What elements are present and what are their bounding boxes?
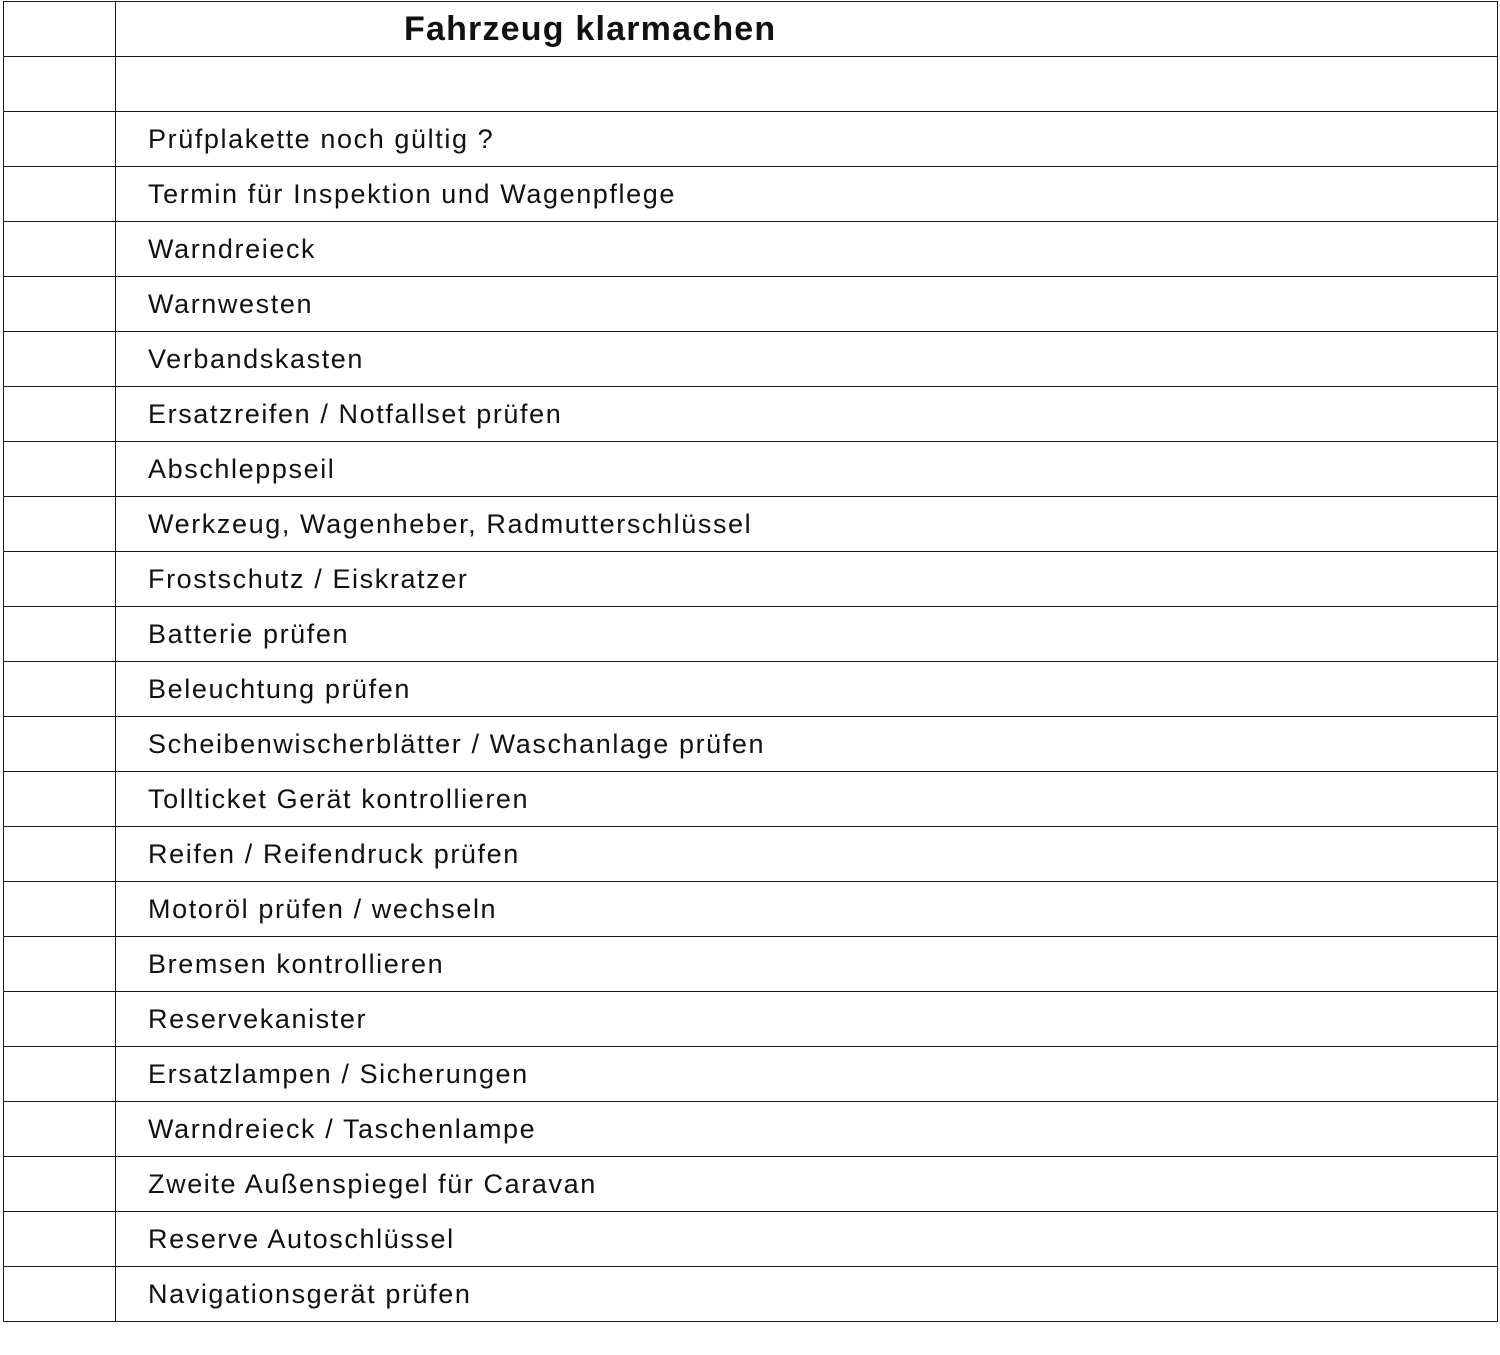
checklist-row [4, 57, 1498, 112]
checklist-row [4, 277, 1498, 332]
checklist-item-label: Warnwesten [116, 277, 1498, 332]
checklist-item-label: Frostschutz / Eiskratzer [116, 552, 1498, 607]
checklist-row [4, 1102, 1498, 1157]
checklist-item-label: Navigationsgerät prüfen [116, 1267, 1498, 1322]
checklist-item-label: Warndreieck / Taschenlampe [116, 1102, 1498, 1157]
checklist-item-label: Beleuchtung prüfen [116, 662, 1498, 717]
checklist-row [4, 1157, 1498, 1212]
checkbox-cell[interactable] [4, 497, 116, 552]
checkbox-cell[interactable] [4, 1212, 116, 1267]
checklist-sheet [3, 1, 1497, 1353]
checklist-item-label: Ersatzlampen / Sicherungen [116, 1047, 1498, 1102]
checklist-title: Fahrzeug klarmachen [116, 2, 1498, 57]
checkbox-cell[interactable] [4, 112, 116, 167]
checklist-row [4, 1047, 1498, 1102]
checklist-item-label: Ersatzreifen / Notfallset prüfen [116, 387, 1498, 442]
checklist-table [3, 1, 1498, 1322]
checkbox-cell[interactable] [4, 662, 116, 717]
checkbox-cell[interactable] [4, 277, 116, 332]
checklist-item-label [116, 57, 1498, 112]
checkbox-cell[interactable] [4, 1047, 116, 1102]
checklist-body [4, 2, 1498, 1322]
checklist-row [4, 552, 1498, 607]
checklist-row [4, 222, 1498, 277]
title-row [4, 2, 1498, 57]
checklist-item-label: Reservekanister [116, 992, 1498, 1047]
checklist-item-label: Termin für Inspektion und Wagenpflege [116, 167, 1498, 222]
checklist-item-label: Reserve Autoschlüssel [116, 1212, 1498, 1267]
checklist-row [4, 332, 1498, 387]
checkbox-cell[interactable] [4, 992, 116, 1047]
checklist-item-label: Motoröl prüfen / wechseln [116, 882, 1498, 937]
checklist-item-label: Abschleppseil [116, 442, 1498, 497]
checkbox-cell[interactable] [4, 827, 116, 882]
checkbox-cell[interactable] [4, 222, 116, 277]
checklist-row [4, 112, 1498, 167]
checkbox-cell[interactable] [4, 332, 116, 387]
checkbox-cell[interactable] [4, 717, 116, 772]
checklist-row [4, 442, 1498, 497]
checkbox-cell[interactable] [4, 772, 116, 827]
checklist-row [4, 717, 1498, 772]
checklist-row [4, 937, 1498, 992]
checkbox-cell[interactable] [4, 1102, 116, 1157]
checklist-item-label: Werkzeug, Wagenheber, Radmutterschlüssel [116, 497, 1498, 552]
checklist-row [4, 387, 1498, 442]
checklist-row [4, 992, 1498, 1047]
checklist-row [4, 607, 1498, 662]
checklist-row [4, 772, 1498, 827]
checklist-row [4, 662, 1498, 717]
checklist-item-label: Bremsen kontrollieren [116, 937, 1498, 992]
checklist-item-label: Warndreieck [116, 222, 1498, 277]
checklist-item-label: Verbandskasten [116, 332, 1498, 387]
checkbox-cell[interactable] [4, 882, 116, 937]
checklist-item-label: Tollticket Gerät kontrollieren [116, 772, 1498, 827]
checklist-item-label: Reifen / Reifendruck prüfen [116, 827, 1498, 882]
checkbox-cell[interactable] [4, 1157, 116, 1212]
checkbox-cell[interactable] [4, 1267, 116, 1322]
checkbox-cell[interactable] [4, 442, 116, 497]
checkbox-cell[interactable] [4, 937, 116, 992]
checklist-item-label: Batterie prüfen [116, 607, 1498, 662]
checkbox-cell[interactable] [4, 552, 116, 607]
checklist-item-label: Zweite Außenspiegel für Caravan [116, 1157, 1498, 1212]
checklist-row [4, 497, 1498, 552]
checklist-item-label: Prüfplakette noch gültig ? [116, 112, 1498, 167]
checklist-item-label: Scheibenwischerblätter / Waschanlage prüfen [116, 717, 1498, 772]
checkbox-cell[interactable] [4, 57, 116, 112]
checklist-row [4, 1212, 1498, 1267]
checkbox-cell[interactable] [4, 607, 116, 662]
checklist-row [4, 882, 1498, 937]
checkbox-cell[interactable] [4, 387, 116, 442]
title-check-cell [4, 2, 116, 57]
checklist-row [4, 167, 1498, 222]
checkbox-cell[interactable] [4, 167, 116, 222]
checklist-row [4, 1267, 1498, 1322]
checklist-row [4, 827, 1498, 882]
